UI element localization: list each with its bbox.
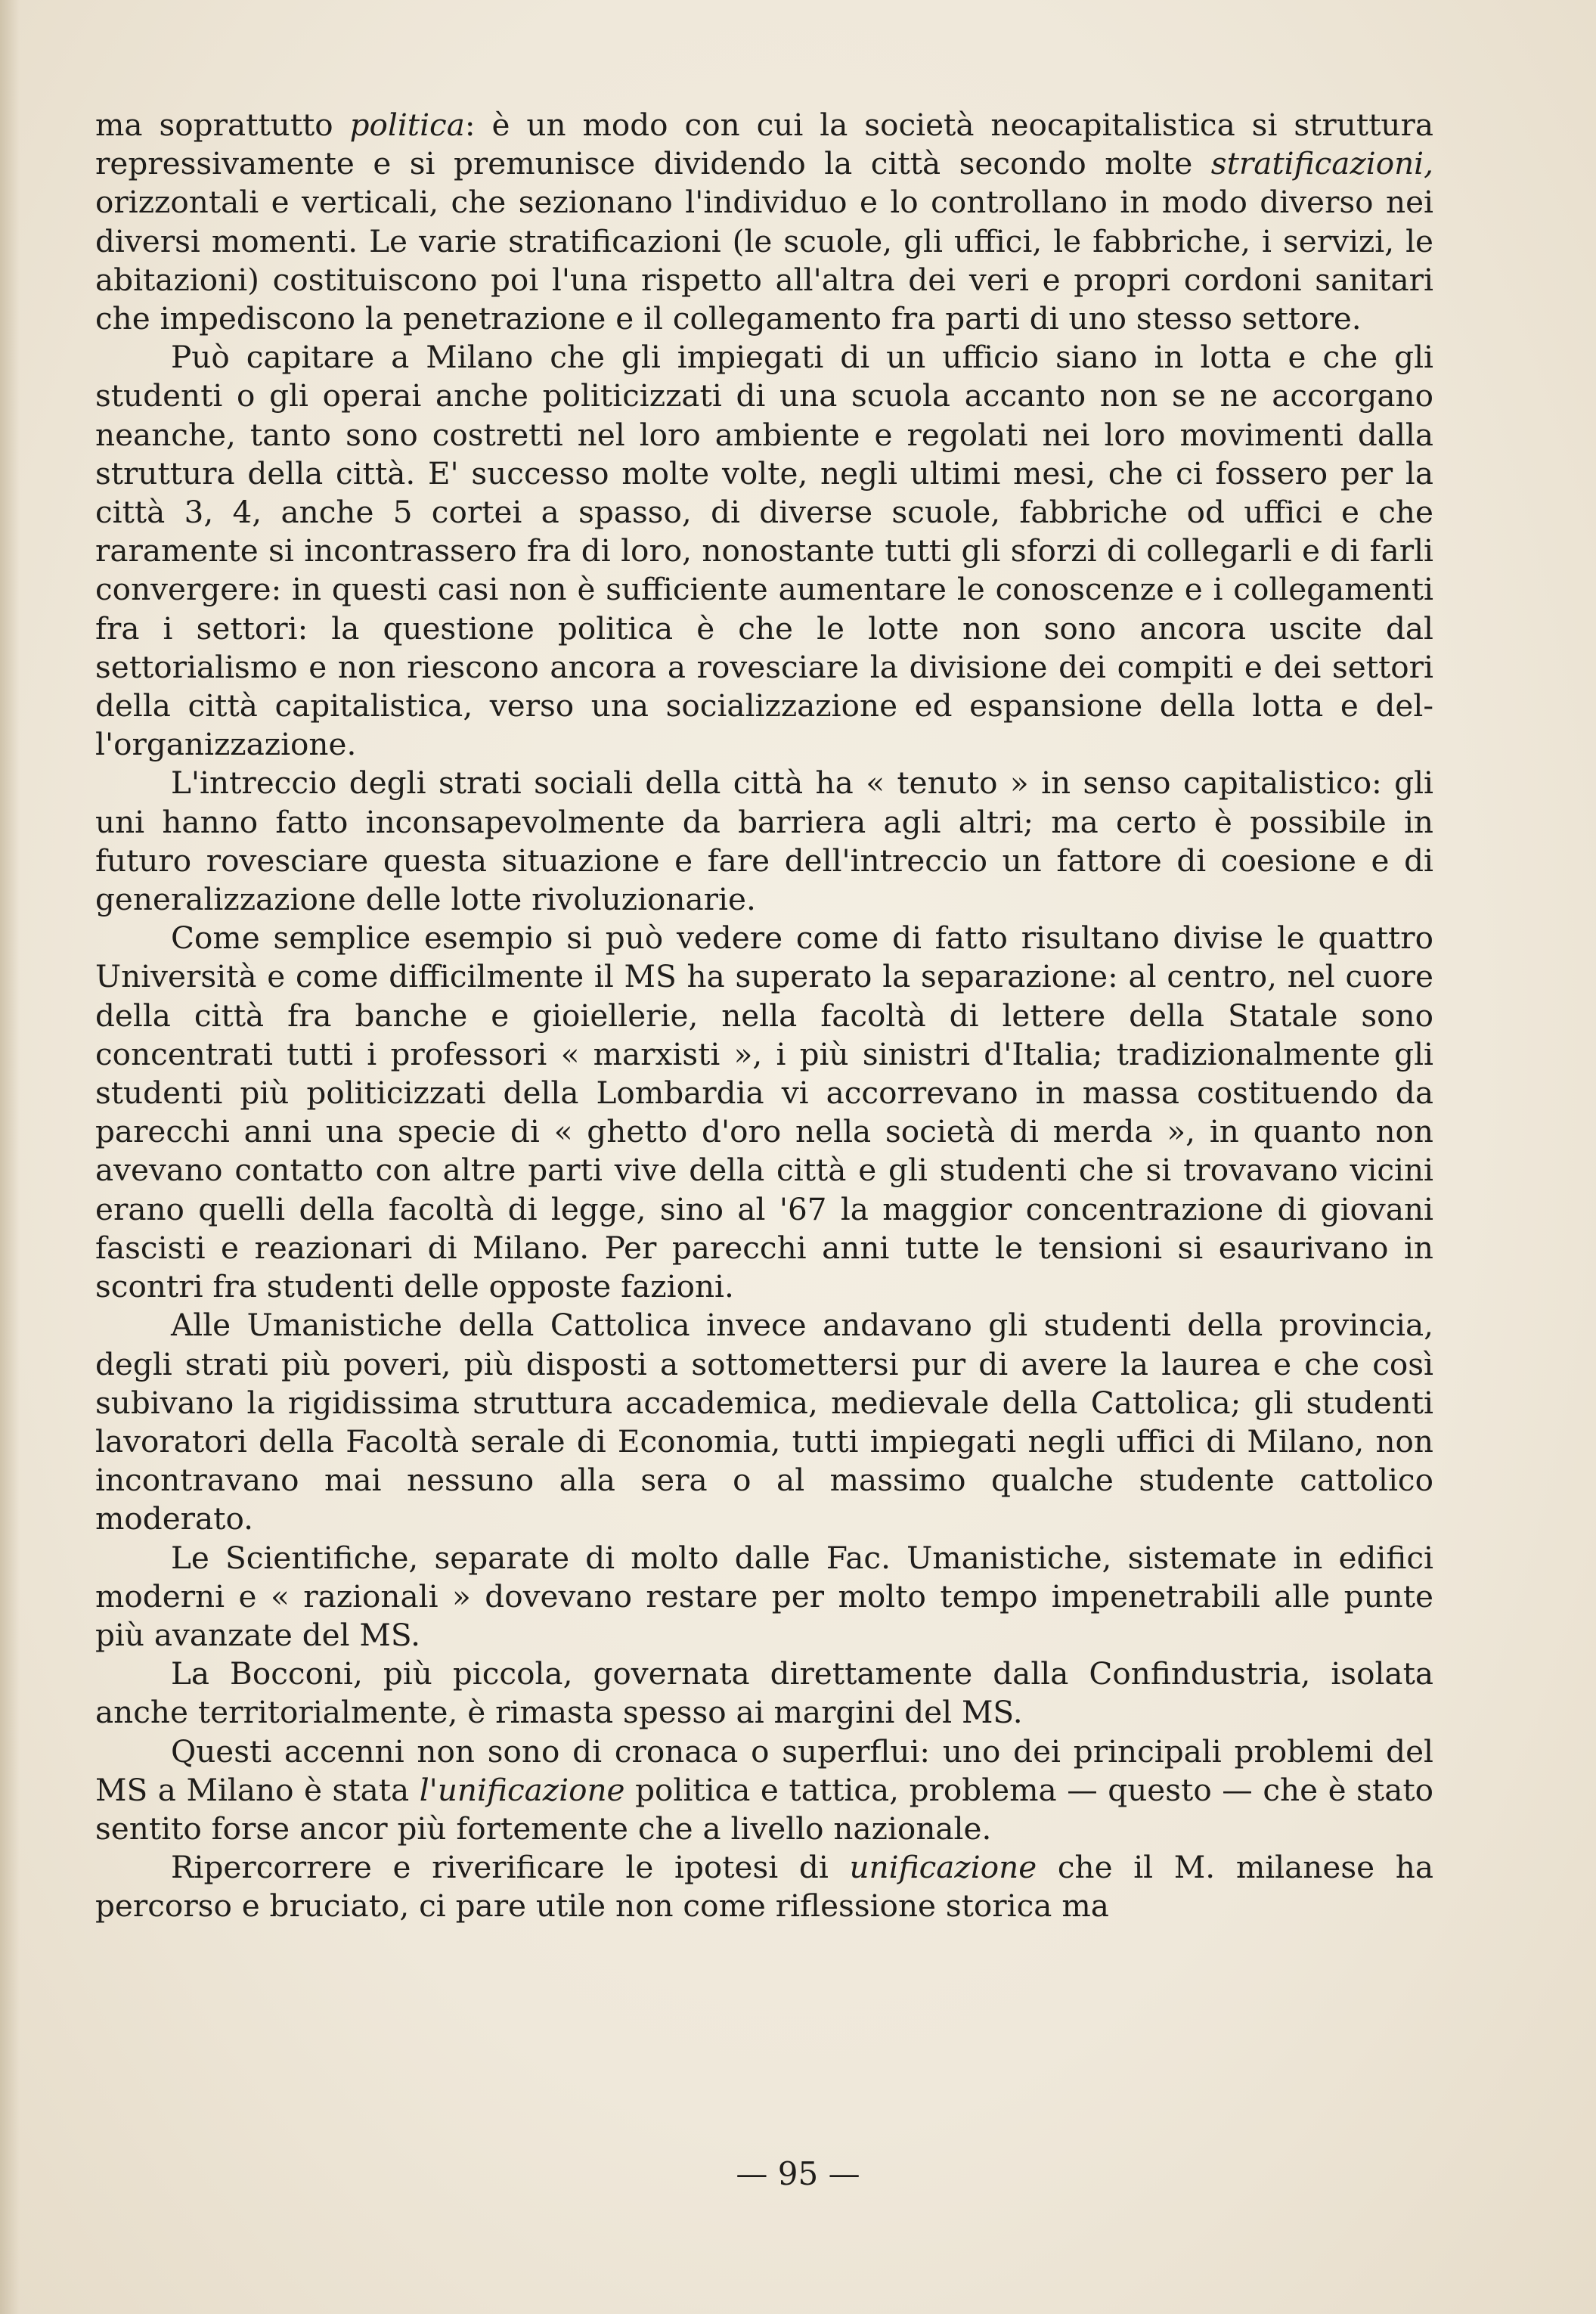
- text-run: : è un modo con cui la società neocapitalistica si struttura repressivamente e si premunisce dividendo la città secondo molte: [95, 107, 1433, 182]
- paragraph: [95, 1732, 1433, 1849]
- paragraph: [95, 764, 1433, 919]
- text-run: Alle Umanistiche della Cattolica invece andavano gli studenti della provincia, degli strati più poveri, più disposti a sottomettersi pur di avere la laurea e che così subivano la rigidissima struttura accademica, medievale della Cattolica; gli studenti lavoratori della Facoltà serale di Economia, tutti impiegati negli uffici di Milano, non incontravano mai nessuno alla sera o al massimo qualche studente cattolico moderato.: [95, 1307, 1433, 1537]
- italic-text: unificazione: [849, 1849, 1037, 1886]
- paragraph: [95, 1655, 1433, 1732]
- text-run: Questi accenni non sono di cronaca o superflui: uno dei principali problemi del MS a Milano è stata: [95, 1732, 1433, 1808]
- text-run: che il M. milanese ha percorso e bruciato, ci pare utile non come riflessione storica ma: [95, 1849, 1433, 1925]
- text-run: Le Scientifiche, separate di molto dalle Fac. Umanistiche, sistemate in edifici moderni e « razionali » dovevano restare per molto tempo impenetrabili alle punte più avanzate del MS.: [95, 1539, 1433, 1653]
- paragraph: [95, 1539, 1433, 1655]
- text-run: La Bocconi, più piccola, governata direttamente dalla Confindustria, isolata anche territorialmente, è rimasta spesso ai margini del MS.: [95, 1655, 1433, 1731]
- page-binding-edge: [0, 0, 20, 2314]
- italic-text: stratificazioni,: [1210, 145, 1433, 182]
- italic-text: l'unificazione: [419, 1771, 625, 1808]
- paragraph: [95, 106, 1433, 338]
- paragraph: [95, 1848, 1433, 1925]
- body-text: [95, 106, 1433, 1926]
- text-run: Può capitare a Milano che gli impiegati di un ufficio siano in lotta e che gli studenti o gli operai anche politicizzati di una scuola accanto non se ne accorgano neanche, tanto sono costretti nel loro ambiente e regolati nei loro movimenti dalla struttura della città. E' successo molte volte, negli ultimi mesi, che ci fossero per la città 3, 4, anche 5 cortei a spasso, di diverse scuole, fabbriche od uffici e che raramente si incontrassero fra di loro, nonostante tutti gli sforzi di collegarli e di farli convergere: in questi casi non è sufficiente aumentare le conoscenze e i collegamenti fra i settori: la questione politica è che le lotte non sono ancora uscite dal settorialismo e non riescono ancora a rovesciare la divisione dei compiti e dei settori della città capitalistica, verso una socializzazione ed espansione della lotta e dell'organizzazione.: [95, 339, 1433, 763]
- paragraph: [95, 338, 1433, 764]
- italic-text: politica: [349, 107, 465, 143]
- text-run: L'intreccio degli strati sociali della città ha « tenuto » in senso capitalistico: gli uni hanno fatto inconsapevolmente da barriera agli altri; ma certo è possibile in futuro rovesciare questa situazione e fare dell'intreccio un fattore di coesione e di generalizzazione delle lotte rivoluzionarie.: [95, 765, 1433, 918]
- page-number: — 95 —: [736, 2155, 860, 2192]
- paragraph: [95, 1306, 1433, 1538]
- text-run: Come semplice esempio si può vedere come di fatto risultano divise le quattro Università e come difficilmente il MS ha superato la separazione: al centro, nel cuore della città fra banche e gioiellerie, nella facoltà di lettere della Statale sono concentrati tutti i professori « marxisti », i più sinistri d'Italia; tradizionalmente gli studenti più politicizzati della Lombardia vi accorrevano in massa costituendo da parecchi anni una specie di « ghetto d'oro nella società di merda », in quanto non avevano contatto con altre parti vive della città e gli studenti che si trovavano vicini erano quelli della facoltà di legge, sino al '67 la maggior concentrazione di giovani fascisti e reazionari di Milano. Per parecchi anni tutte le tensioni si esaurivano in scontri fra studenti delle opposte fazioni.: [95, 920, 1433, 1305]
- text-run: politica e tattica, problema — questo — che è stato sentito forse ancor più fortemente che a livello nazionale.: [95, 1771, 1433, 1847]
- text-run: ma soprattutto: [95, 107, 350, 143]
- text-run: orizzontali e verticali, che sezionano l'individuo e lo controllano in modo diverso nei diversi momenti. Le varie stratificazioni (le scuole, gli uffici, le fabbriche, i servizi, le abitazioni) costituiscono poi l'una rispetto all'altra dei veri e propri cordoni sanitari che impediscono la penetrazione e il collegamento fra parti di uno stesso settore.: [95, 184, 1433, 337]
- text-run: Ripercorrere e riverificare le ipotesi di: [171, 1849, 850, 1886]
- paragraph: [95, 919, 1433, 1306]
